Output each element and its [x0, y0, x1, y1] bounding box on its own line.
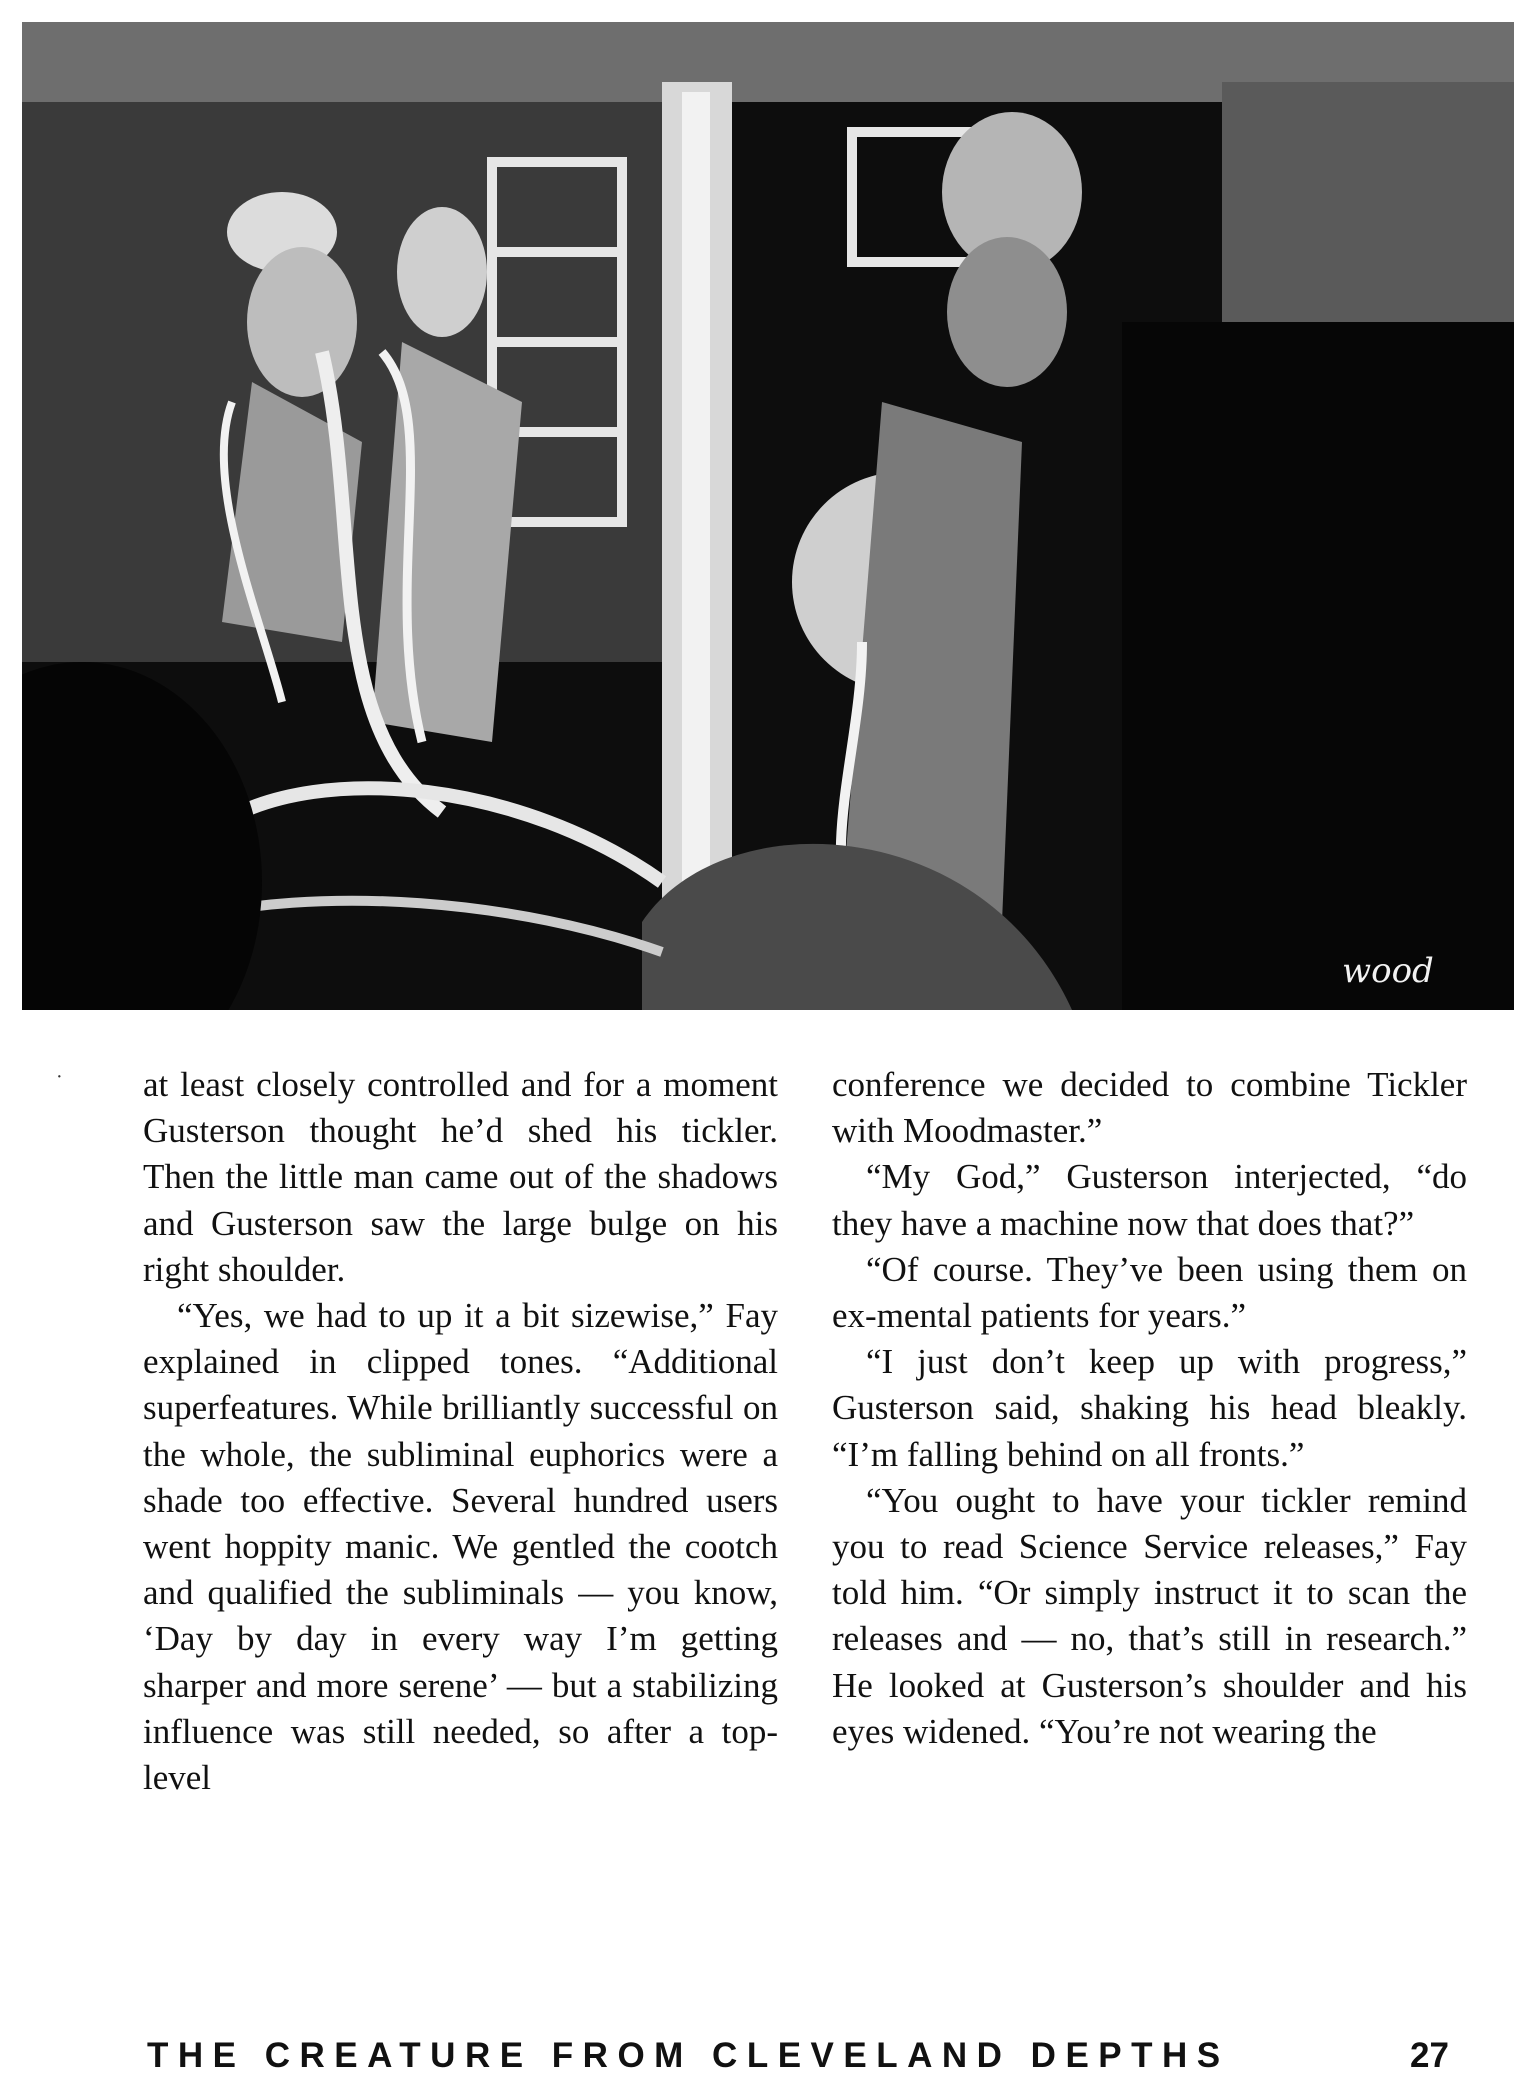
paragraph: “You ought to have your tickler remind you to read Science Service releases,” Fay told him. “Or simply instruct it to scan the releases and — no, that’s still in research.” He looked at Gusterson’s shoulder and his eyes widened. “You’re not wearing the [832, 1480, 1467, 1751]
illustration-art [22, 22, 1514, 1010]
margin-mark: · [56, 1066, 63, 1088]
paragraph: “Yes, we had to up it a bit sizewise,” Fay explained in clipped tones. “Additional superfeatures. While brilliantly successful on the whole, the subliminal euphorics were a shade too effective. Several hundred users went hoppity manic. We gentled the cootch and qualified the subliminals — you know, ‘Day by day in every way I’m getting sharper and more serene’ — but a stabilizing influence was still needed, so after a top-level [143, 1296, 778, 1798]
page-number: 27 [1410, 2036, 1449, 2075]
story-illustration [22, 22, 1514, 1010]
paragraph: at least closely controlled and for a moment Gusterson thought he’d shed his tickler. Then the little man came out of the shadows and Gusterson saw the large bulge on his right shoulder. [143, 1065, 778, 1289]
paragraph: “My God,” Gusterson interjected, “do they have a machine now that does that?” [832, 1157, 1467, 1243]
paragraph: “Of course. They’ve been using them on ex-mental patients for years.” [832, 1249, 1467, 1336]
paragraph: “I just don’t keep up with progress,” Gusterson said, shaking his head bleakly. “I’m falling behind on all fronts.” [832, 1342, 1467, 1474]
left-column [143, 1062, 778, 1801]
running-title: THE CREATURE FROM CLEVELAND DEPTHS [147, 2036, 1230, 2075]
artist-signature: wood [1342, 951, 1434, 991]
paragraph: conference we decided to combine Tickler with Moodmaster.” [832, 1065, 1467, 1151]
right-column [832, 1062, 1467, 1755]
